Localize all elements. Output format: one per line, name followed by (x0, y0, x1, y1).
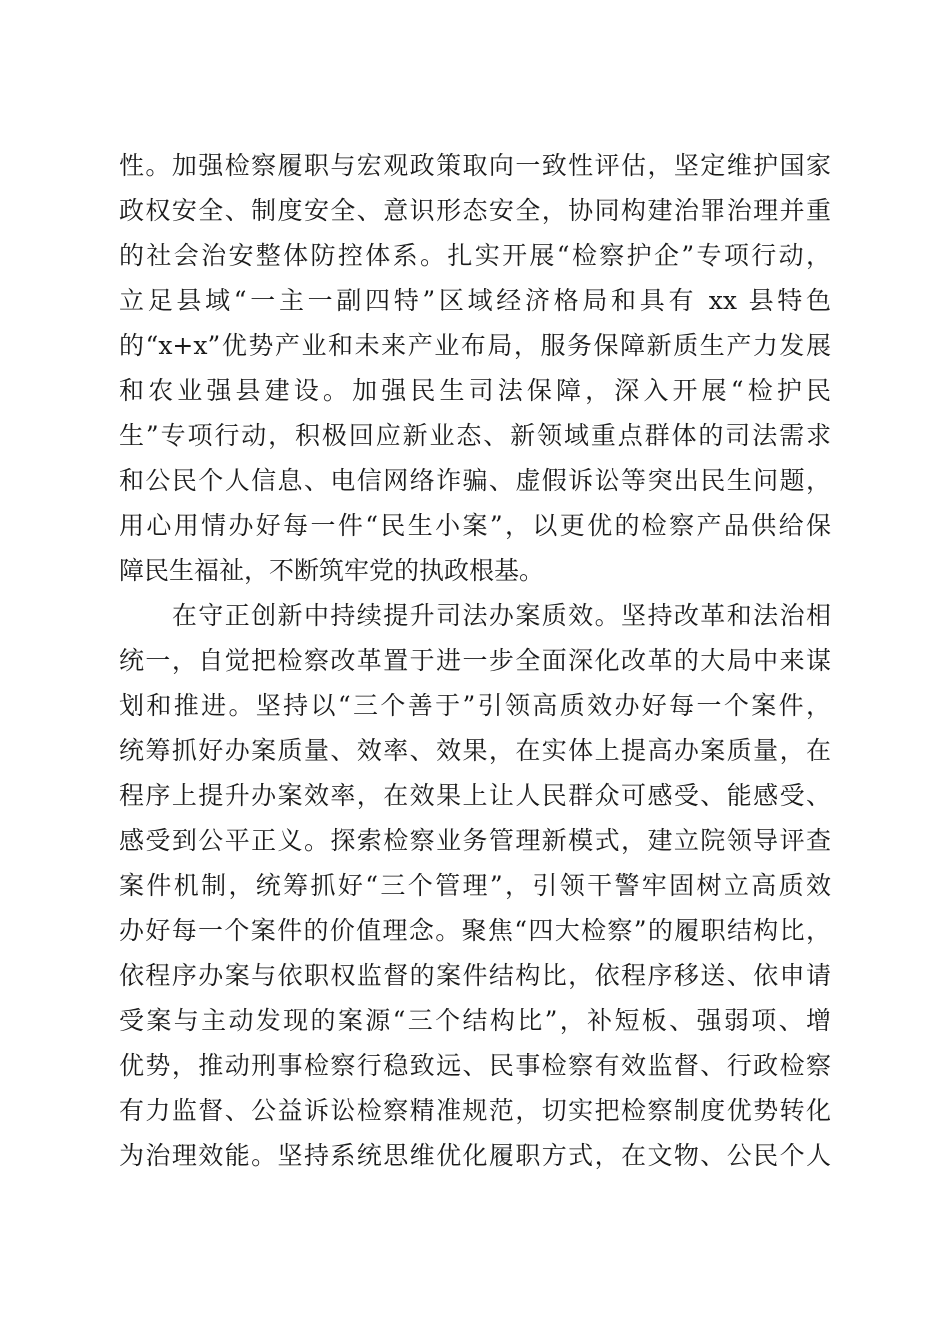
text-line: 程序上提升办案效率，在效果上让人民群众可感受、能感受、 (119, 781, 831, 810)
text-line: 和农业强县建设。加强民生司法保障，深入开展“检护民 (119, 376, 831, 405)
body-text (119, 143, 831, 1178)
text-line: 统筹抓好办案质量、效率、效果，在实体上提高办案质量，在 (119, 736, 831, 765)
paragraph-1 (119, 143, 831, 593)
text-line: 立足县域“一主一副四特”区域经济格局和具有 xx 县特色 (119, 286, 831, 315)
text-line: 有力监督、公益诉讼检察精准规范，切实把检察制度优势转化 (119, 1096, 831, 1125)
paragraph-2 (119, 593, 831, 1178)
text-line: 依程序办案与依职权监督的案件结构比，依程序移送、依申请 (119, 961, 831, 990)
text-line: 生”专项行动，积极回应新业态、新领域重点群体的司法需求 (119, 421, 831, 450)
text-line: 划和推进。坚持以“三个善于”引领高质效办好每一个案件， (119, 691, 831, 720)
text-line: 用心用情办好每一件“民生小案”，以更优的检察产品供给保 (119, 511, 831, 540)
text-line: 性。加强检察履职与宏观政策取向一致性评估，坚定维护国家 (119, 151, 831, 180)
text-line: 为治理效能。坚持系统思维优化履职方式，在文物、公民个人 (119, 1141, 831, 1170)
text-line: 和公民个人信息、电信网络诈骗、虚假诉讼等突出民生问题， (119, 466, 831, 495)
text-line: 感受到公平正义。探索检察业务管理新模式，建立院领导评查 (119, 826, 831, 855)
text-line: 优势，推动刑事检察行稳致远、民事检察有效监督、行政检察 (119, 1051, 831, 1080)
text-line: 办好每一个案件的价值理念。聚焦“四大检察”的履职结构比， (119, 916, 831, 945)
text-line: 障民生福祉，不断筑牢党的执政根基。 (119, 556, 545, 585)
text-line: 统一，自觉把检察改革置于进一步全面深化改革的大局中来谋 (119, 646, 831, 675)
text-line: 案件机制，统筹抓好“三个管理”，引领干警牢固树立高质效 (119, 871, 831, 900)
text-line: 的社会治安整体防控体系。扎实开展“检察护企”专项行动， (119, 241, 831, 270)
text-line: 政权安全、制度安全、意识形态安全，协同构建治罪治理并重 (119, 196, 831, 225)
text-line: 的“x+x”优势产业和未来产业布局，服务保障新质生产力发展 (119, 331, 831, 360)
text-line: 在守正创新中持续提升司法办案质效。坚持改革和法治相 (119, 601, 831, 630)
text-line: 受案与主动发现的案源“三个结构比”，补短板、强弱项、增 (119, 1006, 831, 1035)
